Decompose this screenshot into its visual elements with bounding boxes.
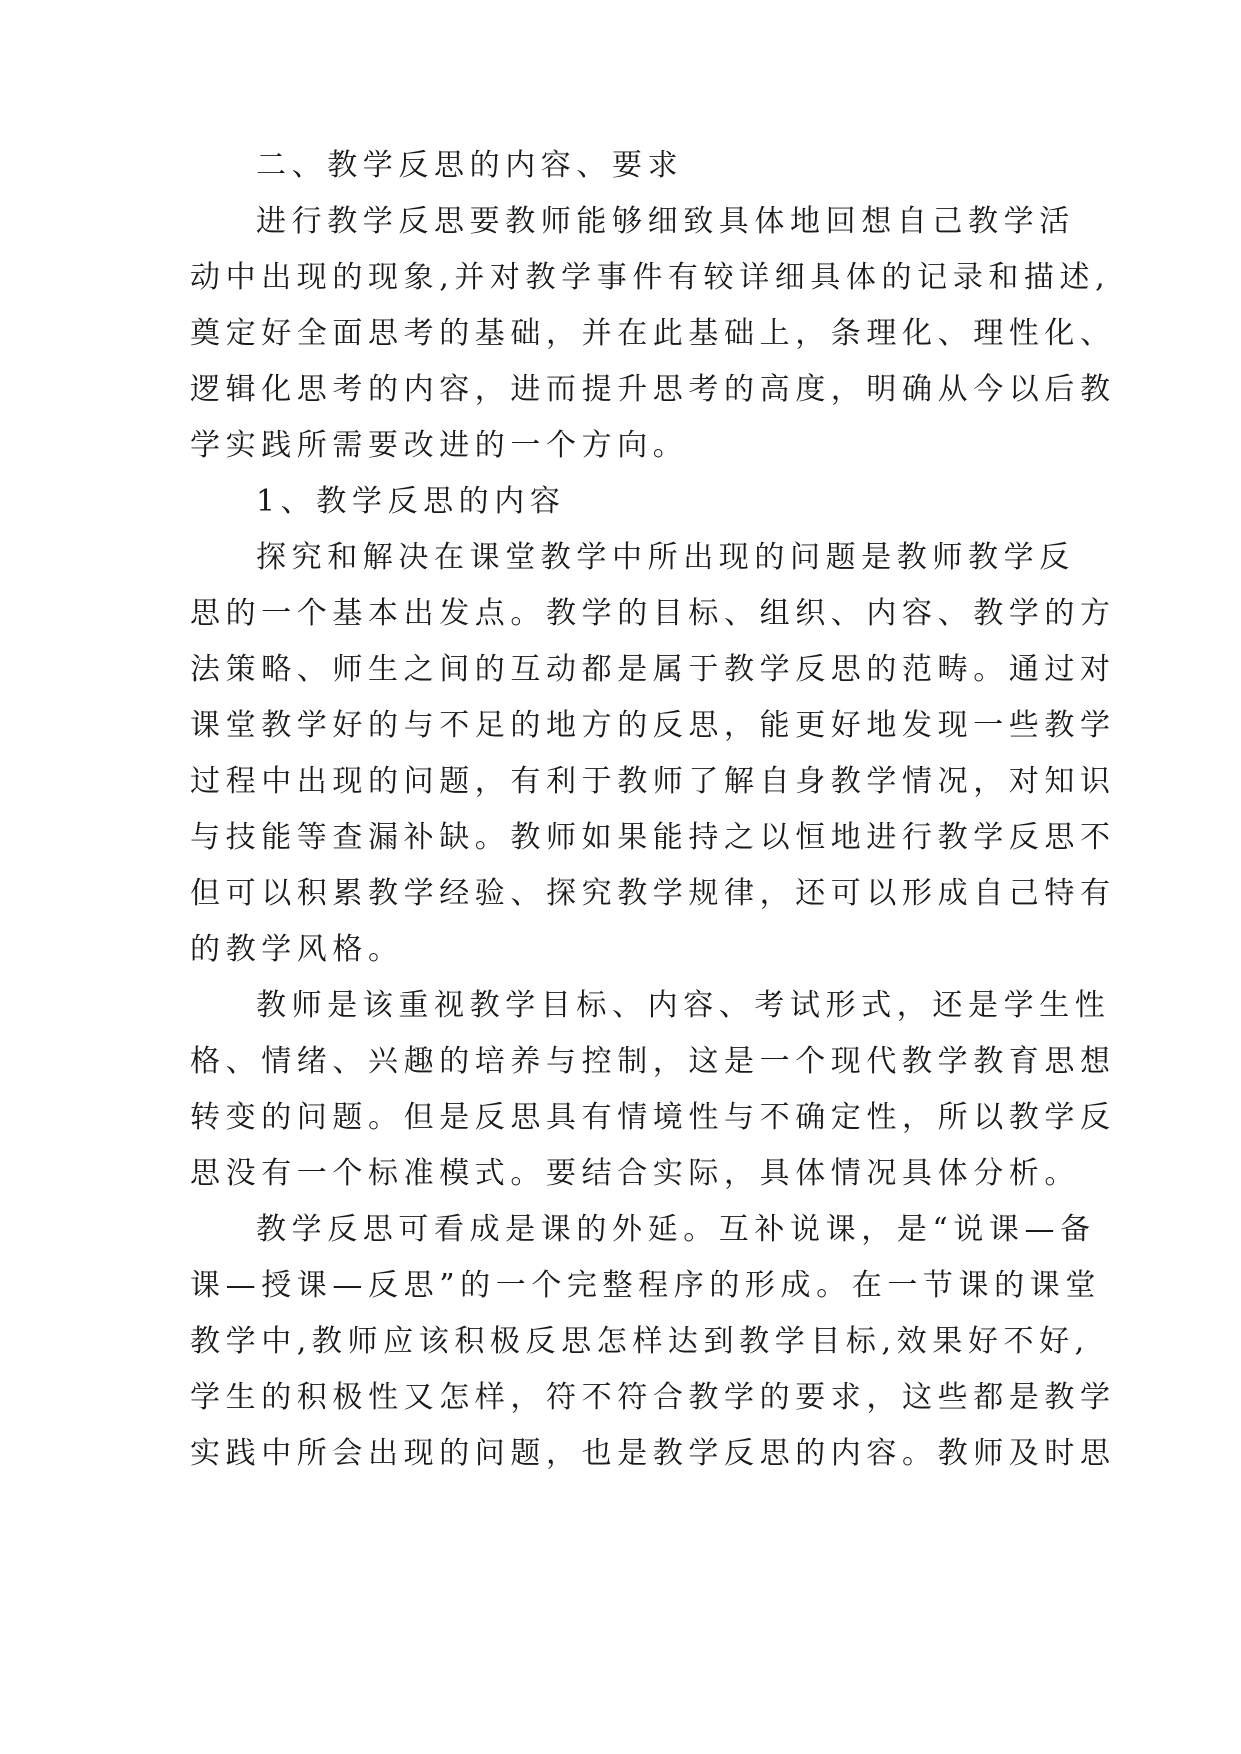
paragraph-line: 学实践所需要改进的一个方向。 (190, 428, 689, 463)
paragraph-line: 课—授课—反思”的一个完整程序的形成。在一节课的课堂 (190, 1268, 1101, 1303)
paragraph-line: 与技能等查漏补缺。教师如果能持之以恒地进行教学反思不 (190, 820, 1116, 855)
paragraph-line: 格、情绪、兴趣的培养与控制，这是一个现代教学教育思想 (190, 1044, 1116, 1079)
paragraph-line: 思没有一个标准模式。要结合实际，具体情况具体分析。 (190, 1156, 1080, 1191)
paragraph-line: 课堂教学好的与不足的地方的反思，能更好地发现一些教学 (190, 708, 1116, 743)
paragraph-line: 但可以积累教学经验、探究教学规律，还可以形成自己特有 (190, 876, 1116, 911)
paragraph-line: 过程中出现的问题，有利于教师了解自身教学情况，对知识 (190, 764, 1116, 799)
paragraph-line: 实践中所会出现的问题，也是教学反思的内容。教师及时思 (190, 1436, 1116, 1471)
paragraph-line: 教师是该重视教学目标、内容、考试形式，还是学生性 (256, 988, 1111, 1023)
paragraph-line: 学生的积极性又怎样，符不符合教学的要求，这些都是教学 (190, 1380, 1116, 1415)
paragraph-line: 奠定好全面思考的基础，并在此基础上，条理化、理性化、 (190, 316, 1116, 351)
paragraph-line: 教学中,教师应该积极反思怎样达到教学目标,效果好不好, (190, 1324, 1090, 1359)
paragraph-line: 教学反思可看成是课的外延。互补说课，是“说课—备 (256, 1212, 1096, 1247)
paragraph-line: 转变的问题。但是反思具有情境性与不确定性，所以教学反 (190, 1100, 1116, 1135)
paragraph-line: 进行教学反思要教师能够细致具体地回想自己教学活 (256, 204, 1075, 239)
paragraph-line: 动中出现的现象,并对教学事件有较详细具体的记录和描述, (190, 260, 1111, 295)
paragraph-line: 的教学风格。 (190, 932, 404, 967)
paragraph-line: 法策略、师生之间的互动都是属于教学反思的范畴。通过对 (190, 652, 1116, 687)
paragraph-line: 逻辑化思考的内容，进而提升思考的高度，明确从今以后教 (190, 372, 1116, 407)
subsection-heading: 1、教学反思的内容 (256, 484, 566, 519)
paragraph-line: 思的一个基本出发点。教学的目标、组织、内容、教学的方 (190, 596, 1116, 631)
paragraph-line: 探究和解决在课堂教学中所出现的问题是教师教学反 (256, 540, 1075, 575)
section-heading: 二、教学反思的内容、要求 (256, 148, 684, 183)
